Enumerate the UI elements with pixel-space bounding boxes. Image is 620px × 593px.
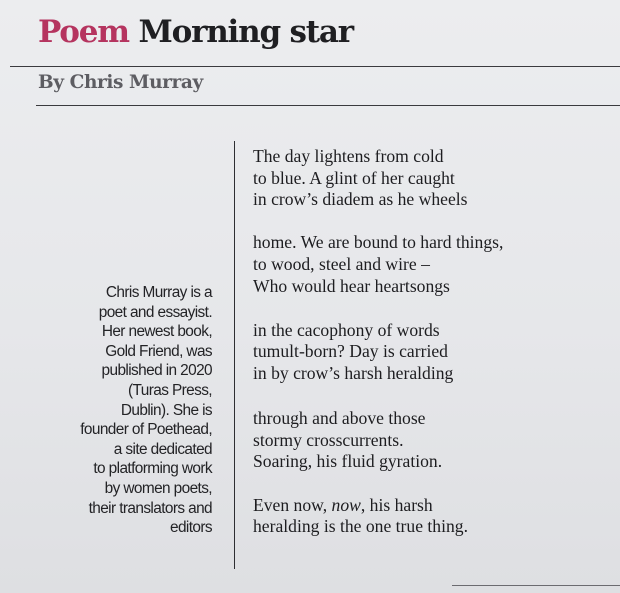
bio-line: Her newest book, (101, 323, 212, 341)
author-bio (40, 283, 212, 538)
stanza-5 (253, 495, 583, 538)
poem-line: heralding is the one true thing. (253, 516, 468, 537)
poem-line: tumult-born? Day is carried (253, 341, 448, 362)
bio-line: to platforming work (93, 460, 212, 478)
poem-headline: Morning star (138, 14, 353, 50)
line-text: Even now, (253, 494, 332, 515)
poem-line: in the cacophony of words (253, 319, 440, 340)
stanza-4 (253, 408, 583, 473)
line-text: , his harsh (360, 494, 433, 515)
bio-line: (Turas Press, (128, 381, 212, 399)
stanza-2 (253, 232, 583, 297)
byline-rule (36, 105, 620, 106)
footer-rule (452, 585, 620, 586)
poem-line: The day lightens from cold (253, 146, 444, 166)
poem-body (253, 146, 583, 559)
bio-line: founder of Poethead, (80, 421, 212, 439)
bio-line: by women poets, (104, 479, 212, 497)
bio-line: editors (170, 519, 212, 537)
poem-line: Who would hear heartsongs (253, 275, 450, 296)
stanza-3 (253, 320, 583, 385)
poem-line: in crow’s diadem as he wheels (253, 189, 468, 210)
poem-line: to blue. A glint of her caught (253, 167, 455, 188)
emphasis-text: now (331, 494, 361, 515)
poem-line: Soaring, his fluid gyration. (253, 451, 443, 472)
bio-line: Chris Murray is a (105, 284, 212, 301)
bio-line: their translators and (88, 499, 212, 517)
poem-line: to wood, steel and wire – (253, 253, 430, 274)
byline: By Chris Murray (38, 72, 203, 93)
column-divider (234, 141, 235, 569)
poem-title (38, 14, 353, 50)
stanza-1 (253, 146, 583, 211)
poem-line (253, 495, 583, 517)
poem-line: through and above those (253, 408, 426, 429)
bio-line: published in 2020 (101, 362, 212, 380)
bio-line: a site dedicated (113, 440, 212, 458)
bio-line: Gold Friend, was (105, 342, 212, 360)
poem-line: in by crow’s harsh heralding (253, 362, 454, 383)
poem-line: stormy crosscurrents. (253, 429, 404, 450)
bio-line: poet and essayist. (98, 303, 212, 321)
section-kicker: Poem (38, 14, 129, 50)
bio-line: Dublin). She is (120, 401, 212, 419)
header-rule (10, 66, 620, 67)
poem-line: home. We are bound to hard things, (253, 232, 504, 253)
